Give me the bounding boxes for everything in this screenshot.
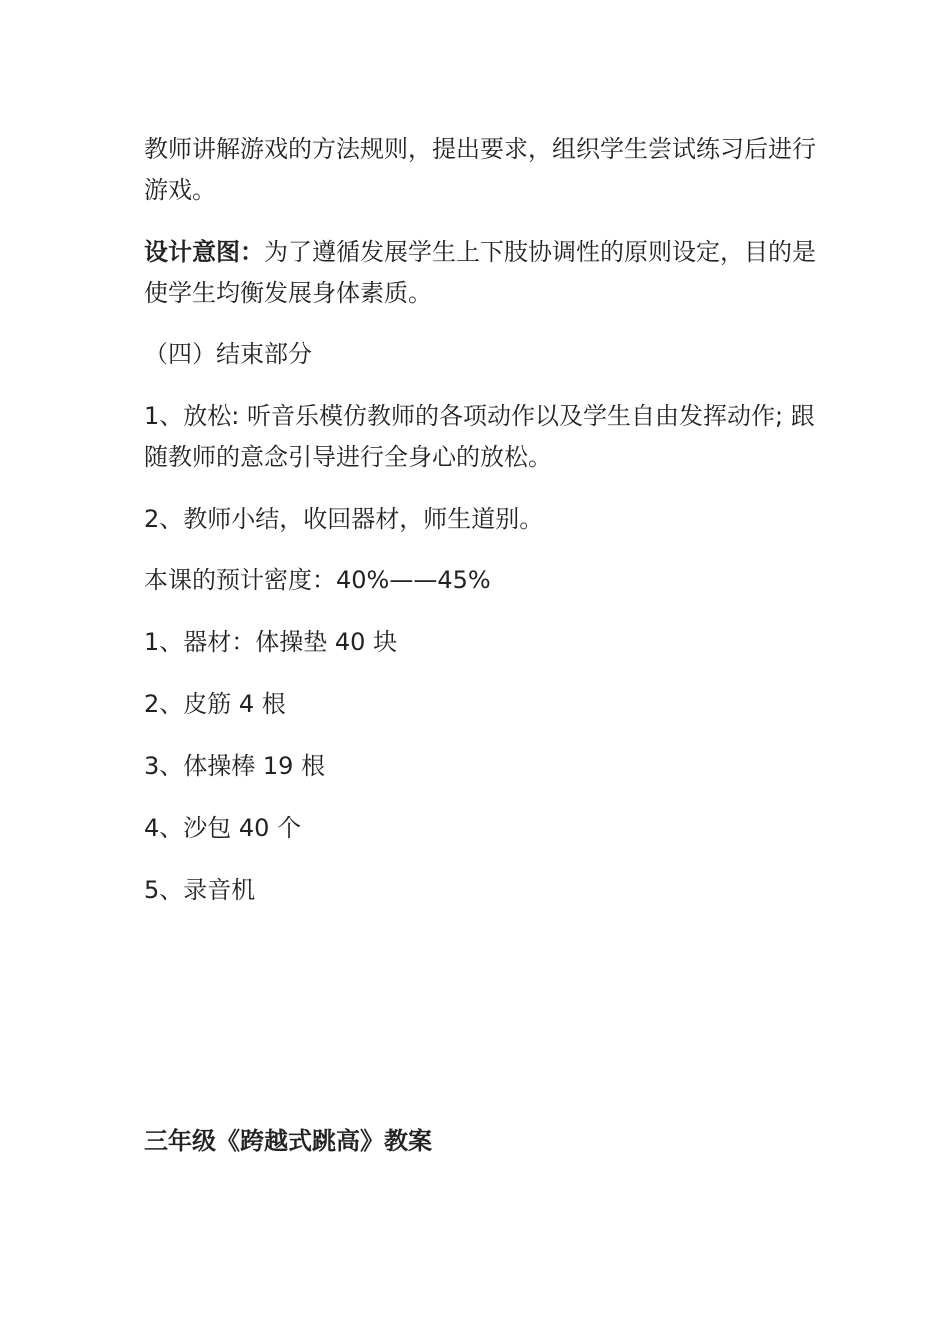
design-intent-label: 设计意图： <box>144 238 264 266</box>
next-lesson-title: 三年级《跨越式跳高》教案 <box>144 1127 432 1155</box>
paragraph-relaxation: 1、放松: 听音乐模仿教师的各项动作以及学生自由发挥动作; 跟随教师的意念引导进行全身心的放松。 <box>144 402 815 471</box>
design-intent-text: 为了遵循发展学生上下肢协调性的原则设定，目的是使学生均衡发展身体素质。 <box>144 238 816 307</box>
section-heading-ending: （四）结束部分 <box>144 340 312 368</box>
equipment-item: 4、沙包 40 个 <box>144 814 302 842</box>
equipment-item: 3、体操棒 19 根 <box>144 752 326 780</box>
paragraph-summary: 2、教师小结，收回器材，师生道别。 <box>144 505 544 533</box>
paragraph-density: 本课的预计密度：40%——45% <box>144 566 491 594</box>
equipment-item: 2、皮筋 4 根 <box>144 690 286 718</box>
paragraph-game-rules: 教师讲解游戏的方法规则，提出要求，组织学生尝试练习后进行游戏。 <box>144 135 816 204</box>
paragraph-design-intent <box>144 232 824 314</box>
equipment-item: 1、器材：体操垫 40 块 <box>144 628 398 656</box>
equipment-item: 5、录音机 <box>144 876 256 904</box>
